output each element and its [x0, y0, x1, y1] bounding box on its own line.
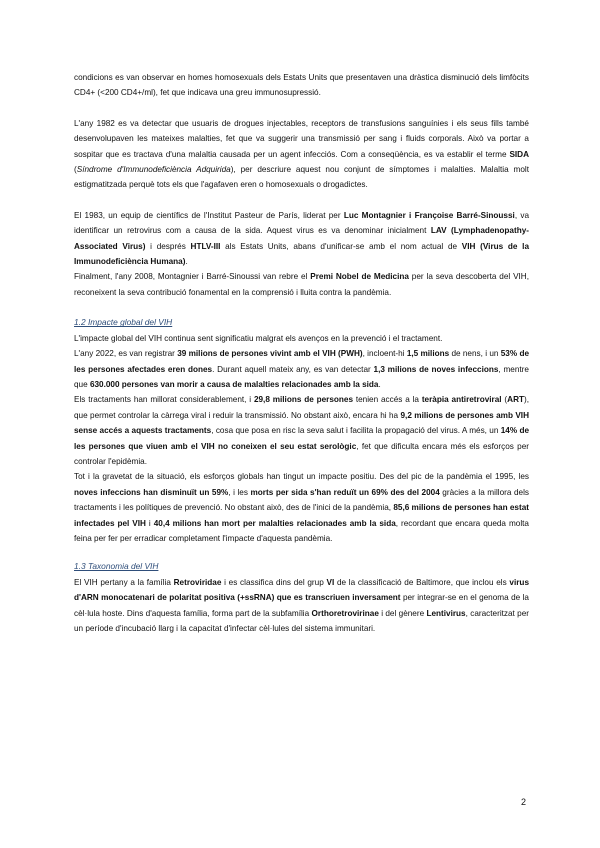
- paragraph7-run-1: 29,8 milions de persones: [253, 395, 354, 405]
- paragraph6-run-6: . Durant aquell mateix any, es van detectar: [212, 364, 374, 374]
- paragraph8-run-7: 40,4 milions han mort per malalties relacionades amb la sida: [153, 518, 396, 528]
- paragraph3-run-8: .: [185, 257, 188, 267]
- paragraph-taxonomy: [74, 575, 529, 637]
- paragraph7-run-7: 9,2 milions de persones amb VIH sense accés a aquests tractaments: [74, 410, 529, 436]
- paragraph8-run-8: , recordant que encara queda molta feina per fer per erradicar completament l'impacte d'aquesta pandèmia.: [74, 518, 529, 543]
- paragraph6-run-3: 1,5 milions: [406, 349, 450, 359]
- paragraph8-run-5: 85,6 milions de persones han estat infectades pel VIH: [74, 503, 529, 528]
- paragraph7-run-3: teràpia antiretroviral: [421, 395, 502, 405]
- paragraph-treatments: [74, 392, 529, 469]
- page-number: 2: [520, 797, 526, 807]
- paragraph8-run-2: , i les: [228, 487, 251, 497]
- paragraph6-run-10: .: [378, 379, 381, 389]
- paragraph9-run-10: , caracteritzat per un període d'incubació llarg i la capacitat d'infectar cèl·lules del sistema immunitari.: [74, 608, 530, 633]
- paragraph3-run-3: LAV (Lymphadenopathy-Associated Virus): [74, 226, 529, 251]
- paragraph8-run-3: morts per sida s'han reduït un 69% des del 2004: [250, 487, 440, 497]
- paragraph9-run-1: Retroviridae: [173, 577, 222, 587]
- paragraph3-run-1: Luc Montagnier i Françoise Barré-Sinoussi: [343, 210, 515, 220]
- paragraph2-run-2: (: [74, 165, 77, 175]
- paragraph7-run-10: , fet que dificulta encara més els esforços per controlar l'epidèmia.: [74, 441, 529, 466]
- paragraph-1983: [74, 208, 529, 270]
- paragraph4-run-1: Premi Nobel de Medicina: [310, 272, 409, 282]
- paragraph7-run-9: 14% de les persones que viuen amb el VIH no coneixen el seu estat serològic: [74, 426, 530, 451]
- document-body: [74, 70, 529, 636]
- paragraph3-run-7: VIH (Virus de la Immunodeficiència Humana): [74, 241, 530, 267]
- paragraph3-run-4: i després: [145, 241, 191, 251]
- paragraph6-run-8: , mentre que: [74, 364, 529, 389]
- paragraph6-run-7: 1,3 milions de noves infeccions: [373, 364, 499, 374]
- paragraph8-run-4: gràcies a la millora dels tractaments i les polítiques de prevenció. No obstant això, des de l'inici de la pandèmia,: [74, 487, 529, 513]
- paragraph9-run-2: i es classifica dins del grup: [221, 577, 327, 587]
- paragraph7-run-2: tenien accés a la: [353, 395, 422, 405]
- paragraph9-run-5: virus d'ARN monocatenari de polaritat positiva (+ssRNA) que es transcriuen inversament: [74, 577, 529, 603]
- paragraph8-run-0: Tot i la gravetat de la situació, els esforços globals han tingut un impacte positiu. Des del pic de la pandèmia el 1995, les: [74, 472, 529, 482]
- paragraph6-run-1: 39 milions de persones vivint amb el VIH (PWH): [177, 349, 363, 359]
- section-heading-taxonomy: 1.3 Taxonomia del VIH: [74, 561, 159, 572]
- paragraph3-run-2: , va identificar un retrovirus com a causa de la sida. Aquest virus es va denominar inicialment: [74, 210, 530, 236]
- paragraph3-run-5: HTLV-III: [190, 241, 221, 251]
- paragraph9-run-9: Lentivirus: [426, 608, 466, 618]
- paragraph7-run-6: ), que permet controlar la càrrega viral i reduir la transmissió. No obstant això, encara hi ha: [74, 395, 529, 420]
- paragraph9-run-8: i del gènere: [378, 608, 427, 618]
- paragraph2-run-1: SIDA: [509, 149, 529, 159]
- paragraph9-run-4: de la classificació de Baltimore, que inclou els: [334, 577, 510, 587]
- paragraph8-run-6: i: [145, 518, 154, 528]
- paragraph8-run-1: noves infeccions han disminuït un 59%: [74, 487, 229, 497]
- paragraph3-run-0: El 1983, un equip de científics de l'Institut Pasteur de París, liderat per: [74, 210, 344, 220]
- paragraph-2022-stats: [74, 346, 529, 392]
- paragraph9-run-0: El VIH pertany a la família: [74, 577, 174, 587]
- paragraph7-run-8: , cosa que posa en risc la seva salut i facilita la propagació del virus. A més, un: [211, 426, 501, 436]
- paragraph-cd4: [74, 70, 529, 101]
- paragraph2-run-4: ), per descriure aquest nou conjunt de símptomes i malalties. Malaltia molt estigmatitzada perquè tots els que l'agafaven eren o homosexuals o drogadictes.: [74, 165, 529, 190]
- paragraph9-run-3: VI: [326, 577, 335, 587]
- paragraph4-run-0: Finalment, l'any 2008, Montagnier i Barré-Sinoussi van rebre el: [74, 272, 311, 282]
- paragraph4-run-2: per la seva descoberta del VIH, reconeixent la seva contribució fonamental en la comprensió i lluita contra la pandèmia.: [74, 272, 529, 297]
- paragraph9-run-7: Orthoretrovirinae: [311, 608, 379, 618]
- paragraph-impact-intro: [74, 331, 529, 346]
- paragraph7-run-4: (: [501, 395, 508, 405]
- paragraph6-run-0: L'any 2022, es van registrar: [74, 349, 178, 359]
- paragraph7-run-0: Els tractaments han millorat considerablement, i: [74, 395, 254, 405]
- paragraph9-run-6: per integrar-se en el genoma de la cèl·lula hoste. Dins d'aquesta família, forma part de la subfamília: [74, 593, 529, 618]
- paragraph2-run-0: L'any 1982 es va detectar que usuaris de drogues injectables, receptors de transfusions sanguínies i els seus fills també desenvolupaven les mateixes malalties, fet que va suggerir una transmissió per sang i fluids corporals. Això va portar a sospitar que es tractava d'una malaltia causada per un agent infecciós. Com a conseqüència, es va establir el terme: [74, 118, 529, 159]
- paragraph6-run-9: 630.000 persones van morir a causa de malalties relacionades amb la sida: [89, 379, 379, 389]
- paragraph-nobel: [74, 269, 529, 300]
- section-heading-impact: 1.2 Impacte global del VIH: [74, 317, 173, 328]
- paragraph6-run-4: de nens, i un: [449, 349, 501, 359]
- paragraph7-run-5: ART: [507, 395, 524, 405]
- paragraph-global-efforts: [74, 469, 529, 546]
- paragraph1-run-0: condicions es van observar en homes homosexuals dels Estats Units que presentaven una dràstica disminució dels limfòcits CD4+ (<200 CD4+/ml), fet que indicava una greu immunosupressió.: [74, 73, 529, 98]
- paragraph2-run-3: Síndrome d'Immunodeficiència Adquirida: [76, 165, 231, 175]
- paragraph3-run-6: als Estats Units, abans d'unificar-se amb el nom actual de: [220, 241, 462, 251]
- paragraph5-run-0: L'impacte global del VIH continua sent significatiu malgrat els avenços en la prevenció i el tractament.: [74, 333, 443, 343]
- paragraph6-run-5: 53% de les persones afectades eren dones: [74, 349, 529, 374]
- paragraph6-run-2: , incloent-hi: [362, 349, 407, 359]
- paragraph-1982: [74, 116, 529, 193]
